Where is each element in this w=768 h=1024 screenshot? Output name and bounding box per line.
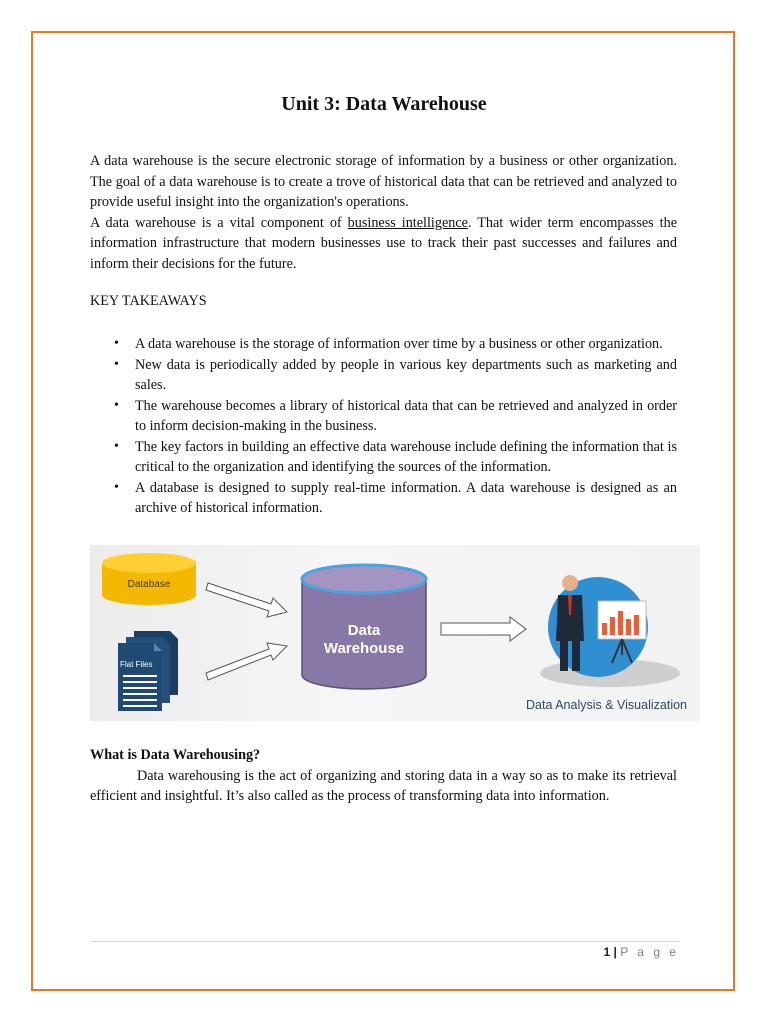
section-heading: What is Data Warehousing? <box>90 747 261 763</box>
takeaway-item: • A data warehouse is the storage of information over time by a business or other organization. <box>135 334 677 355</box>
data-warehouse-diagram <box>90 545 700 721</box>
intro-text-after-link: . That wider term encompasses the information infrastructure that modern businesses use to track their past successes and failures and inform their decisions for the future. <box>90 214 677 272</box>
intro-paragraph-2 <box>90 213 677 275</box>
page-footer <box>603 945 679 959</box>
page-title: Unit 3: Data Warehouse <box>281 93 487 115</box>
intro-paragraph-1: A data warehouse is the secure electronic storage of information by a business or other organization. The goal of a data warehouse is to create a trove of historical data that can be retrieved and analyzed to provide useful insight into the organization's operations. <box>90 153 677 210</box>
warehouse-label-line1: Data <box>347 622 381 639</box>
takeaway-item: • The warehouse becomes a library of historical data that can be retrieved and analyzed in order to inform decision-making in the business. <box>135 396 677 437</box>
page-word: P a g e <box>620 945 679 959</box>
takeaway-item: • New data is periodically added by people in various key departments such as marketing and sales. <box>135 355 677 396</box>
intro-text-before-link: A data warehouse is a vital component of <box>90 214 348 231</box>
database-label: Database <box>127 579 171 590</box>
intro-section <box>90 151 677 274</box>
page-number: 1 <box>603 945 611 959</box>
data-warehousing-section <box>90 745 677 807</box>
flat-files-icon <box>118 631 178 711</box>
footer-separator: | <box>613 945 617 959</box>
analysis-presenter-icon <box>540 575 680 687</box>
arrow-database-to-warehouse <box>206 583 287 617</box>
arrow-warehouse-to-analysis <box>441 617 526 641</box>
flat-files-label: Flat Files <box>120 660 153 669</box>
data-warehouse-icon <box>302 565 426 689</box>
takeaway-item: • The key factors in building an effective data warehouse include defining the information that is critical to the organization and identifying the sources of the information. <box>135 437 677 478</box>
business-intelligence-link[interactable]: business intelligence <box>347 214 468 231</box>
analysis-caption: Data Analysis & Visualization <box>526 698 687 712</box>
arrow-files-to-warehouse <box>206 643 287 680</box>
section-body: Data warehousing is the act of organizing and storing data in a way so as to make its retrieval efficient and insightful. It’s also called as the process of transforming data into information. <box>90 767 677 804</box>
key-takeaways-list <box>135 334 677 519</box>
key-takeaways-heading: KEY TAKEAWAYS <box>90 293 207 309</box>
footer-divider <box>90 941 680 942</box>
takeaway-item: • A database is designed to supply real-time information. A data warehouse is designed as an archive of historical information. <box>135 478 677 519</box>
warehouse-label-line2: Warehouse <box>323 640 405 657</box>
database-icon <box>102 553 196 605</box>
